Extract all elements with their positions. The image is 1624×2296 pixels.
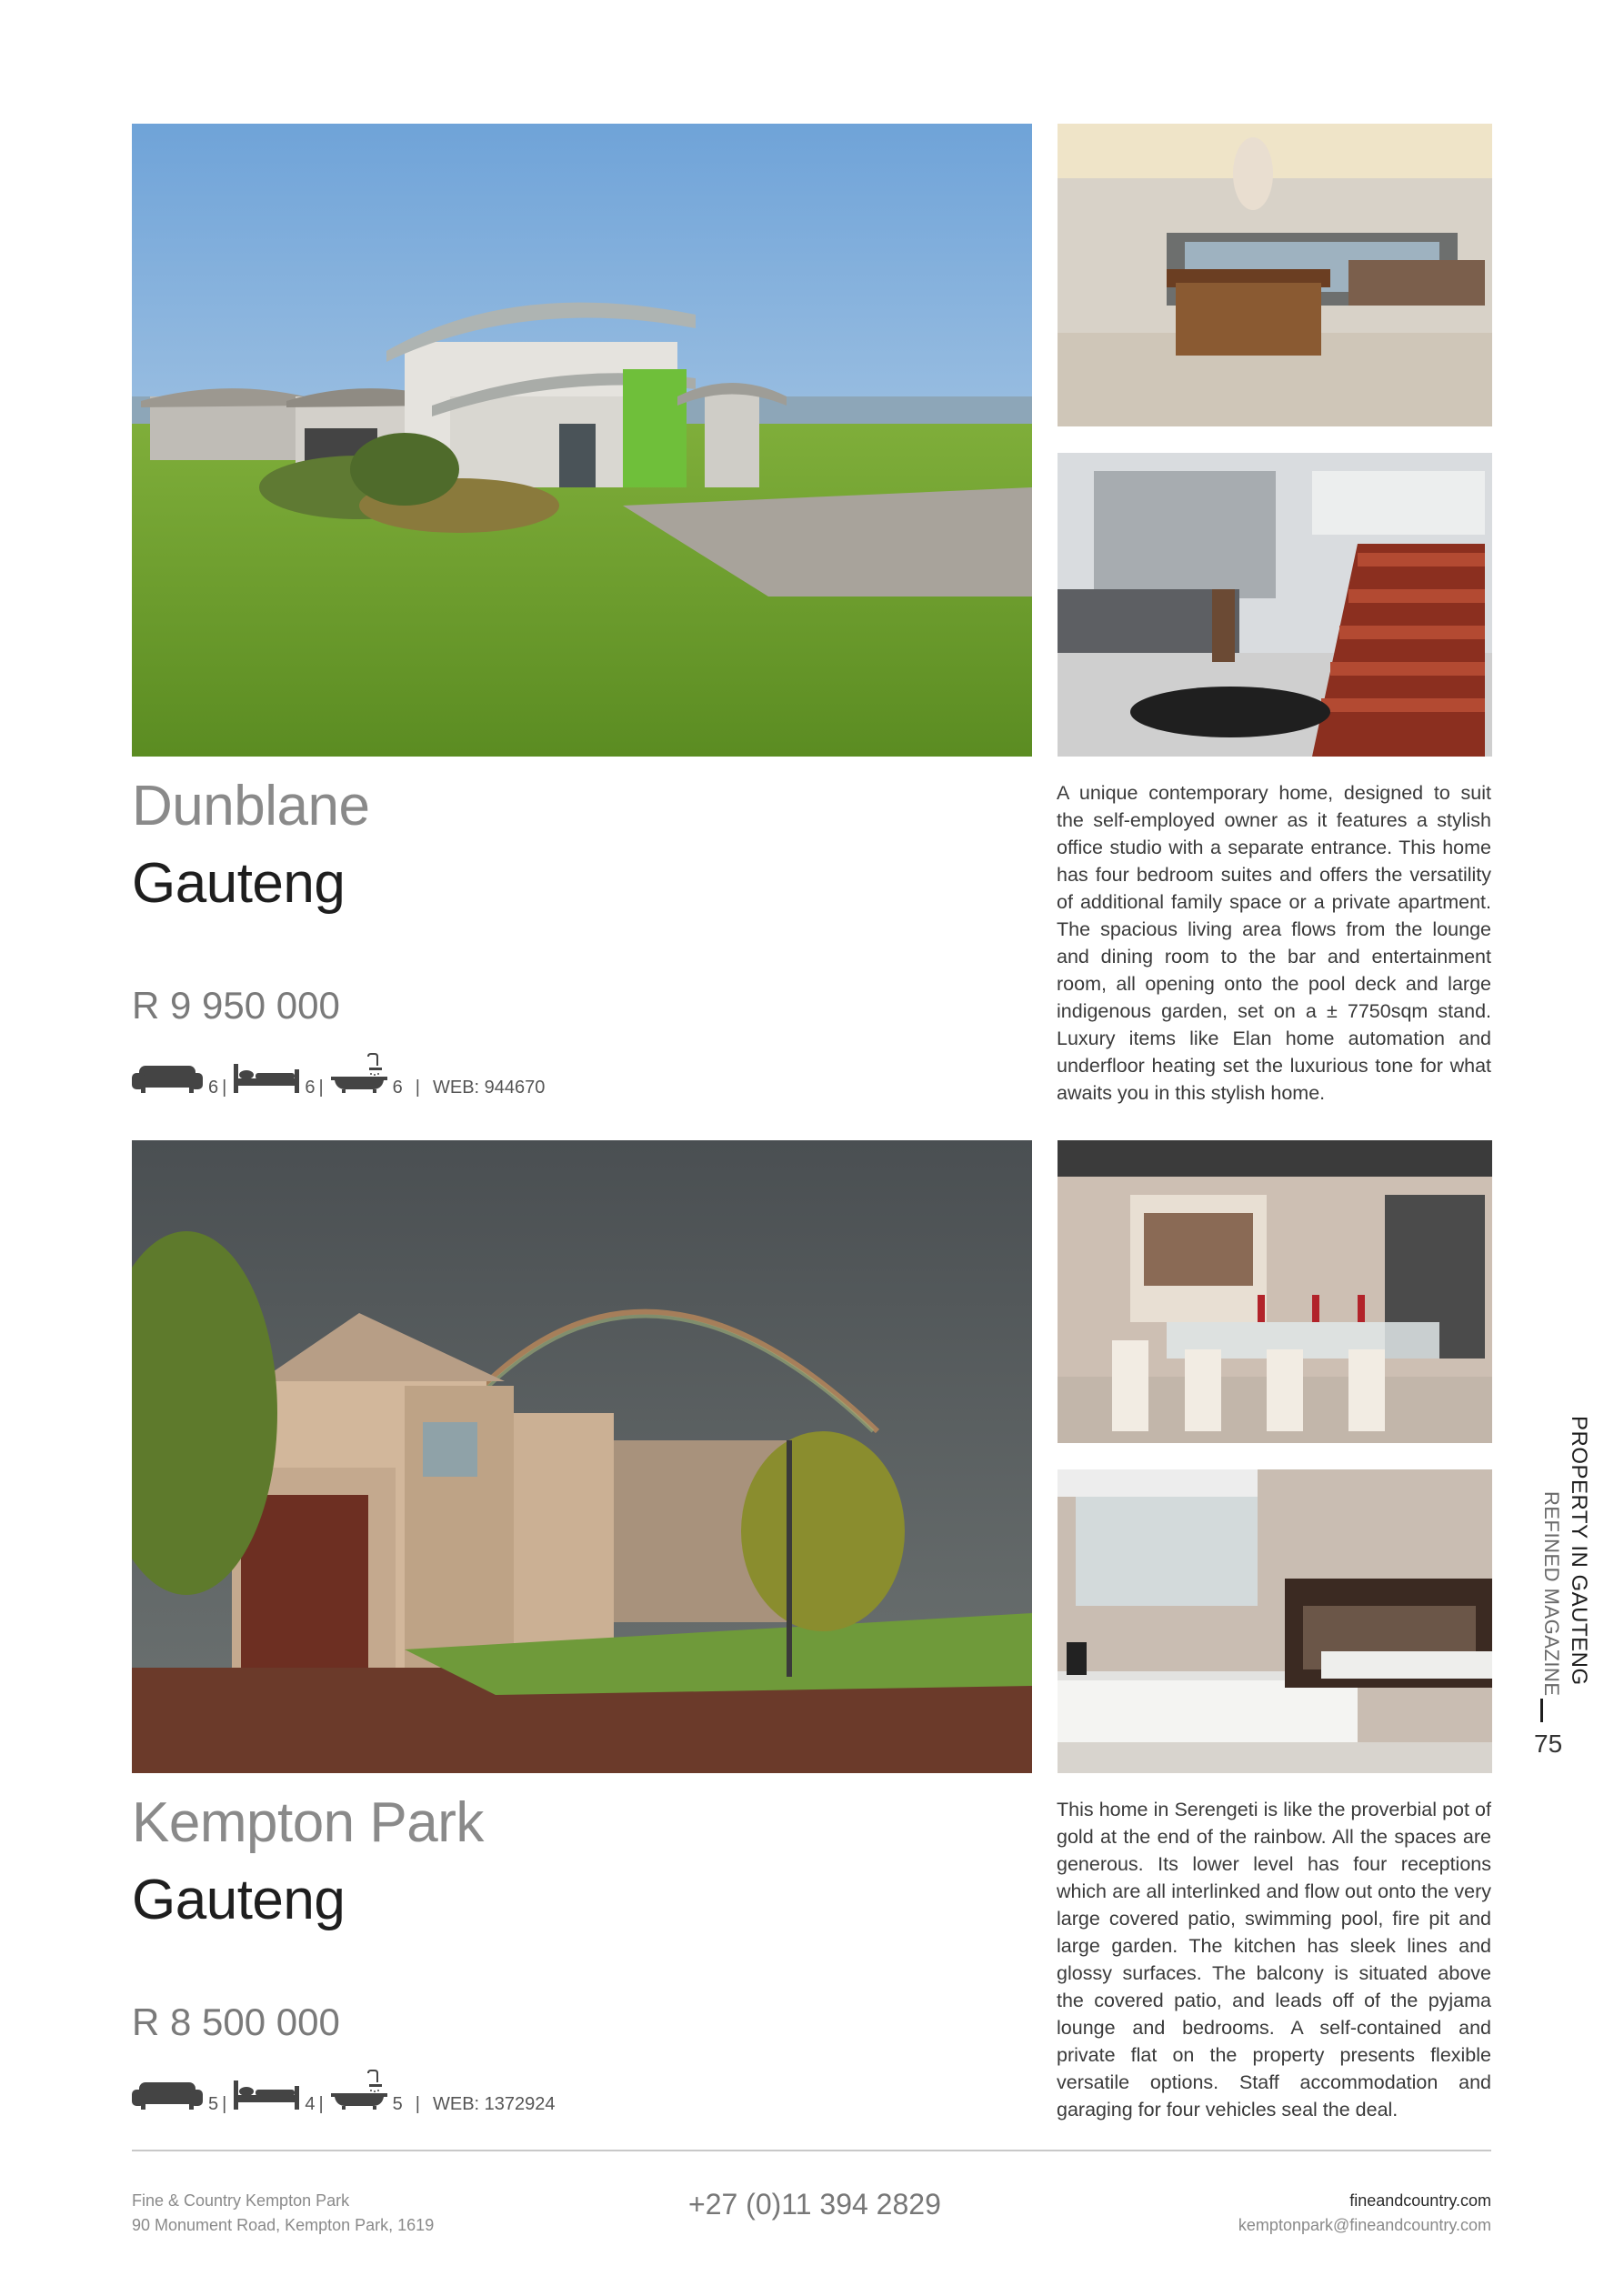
listing2-description: This home in Serengeti is like the proverbial pot of gold at the end of the rainbow. All the spaces are generous. Its lower level has four receptions which are all interlinked and flow out onto the very large covered patio, swimming pool, fire pit and large garden. The kitchen has sleek lines and glossy surfaces. The balcony is situated above the covered patio, and leads off of the pyjama lounge and bedrooms. A self-contained and private flat on the property presents flexible versatile options. Staff accommodation and garaging for four vehicles seal the deal.: [1057, 1799, 1491, 2121]
footer-office: Fine & Country Kempton Park: [132, 2191, 350, 2210]
listing1-web-ref: WEB: 944670: [432, 1078, 546, 1098]
listing2-price: R 8 500 000: [132, 2000, 340, 2043]
listing2-area: Kempton Park: [132, 1791, 484, 1854]
section-title: PROPERTY IN GAUTENG: [1567, 1416, 1591, 1686]
listing1-area: Dunblane: [132, 775, 370, 837]
kempton-park-kitchen-photo: [1058, 1469, 1492, 1773]
footer-address: 90 Monument Road, Kempton Park, 1619: [132, 2216, 435, 2234]
dunblane-staircase-photo: [1058, 453, 1492, 757]
dunblane-exterior-photo: [132, 124, 1032, 757]
listing2-features: 5 | 4 | 5 | WEB: 1372924: [132, 2079, 556, 2115]
footer-website[interactable]: fineandcountry.com: [1349, 2191, 1491, 2210]
listing2-region: Gauteng: [132, 1869, 346, 1931]
listing2-lounges: 5: [208, 2094, 219, 2114]
page-number: 75: [1534, 1730, 1563, 1758]
listing1-bedrooms: 6: [305, 1078, 316, 1098]
listing2-bedrooms: 4: [305, 2094, 316, 2114]
listing1-description: A unique contemporary home, designed to suit the self-employed owner as it features a stylish office studio with a separate entrance. This home has four bedroom suites and offers the versatility of additional family space or a private apartment. The spacious living area flows from the lounge and dining room to the bar and entertainment room, all opening onto the pool deck and large indigenous garden, set on a ± 7750sqm stand. Luxury items like Elan home automation and underfloor heating set the luxurious tone for what awaits you in this stylish home.: [1057, 782, 1491, 1104]
listing1-price: R 9 950 000: [132, 984, 340, 1027]
kempton-park-dining-photo: [1058, 1140, 1492, 1443]
sofa-icon: [132, 1060, 203, 1098]
listing1-bathrooms: 6: [392, 1078, 403, 1098]
bath-icon: [331, 2070, 387, 2115]
listing2-web-ref: WEB: 1372924: [432, 2094, 556, 2114]
bed-icon: [234, 2079, 299, 2115]
sofa-icon: [132, 2077, 203, 2115]
listing1-region: Gauteng: [132, 852, 346, 915]
bed-icon: [234, 1062, 299, 1098]
listing2-bathrooms: 5: [392, 2094, 403, 2114]
listing1-features: 6 | 6 | 6 | WEB: 944670: [132, 1062, 545, 1098]
dunblane-dining-photo: [1058, 124, 1492, 426]
bath-icon: [331, 1053, 387, 1098]
listing1-lounges: 6: [208, 1078, 219, 1098]
footer-email[interactable]: kemptonpark@fineandcountry.com: [1238, 2216, 1491, 2234]
footer-phone[interactable]: +27 (0)11 394 2829: [688, 2188, 941, 2221]
kempton-park-exterior-photo: [132, 1140, 1032, 1773]
magazine-title: REFINED MAGAZINE: [1540, 1491, 1563, 1697]
footer-divider: [132, 2150, 1491, 2151]
page-number-divider: [1540, 1699, 1543, 1722]
